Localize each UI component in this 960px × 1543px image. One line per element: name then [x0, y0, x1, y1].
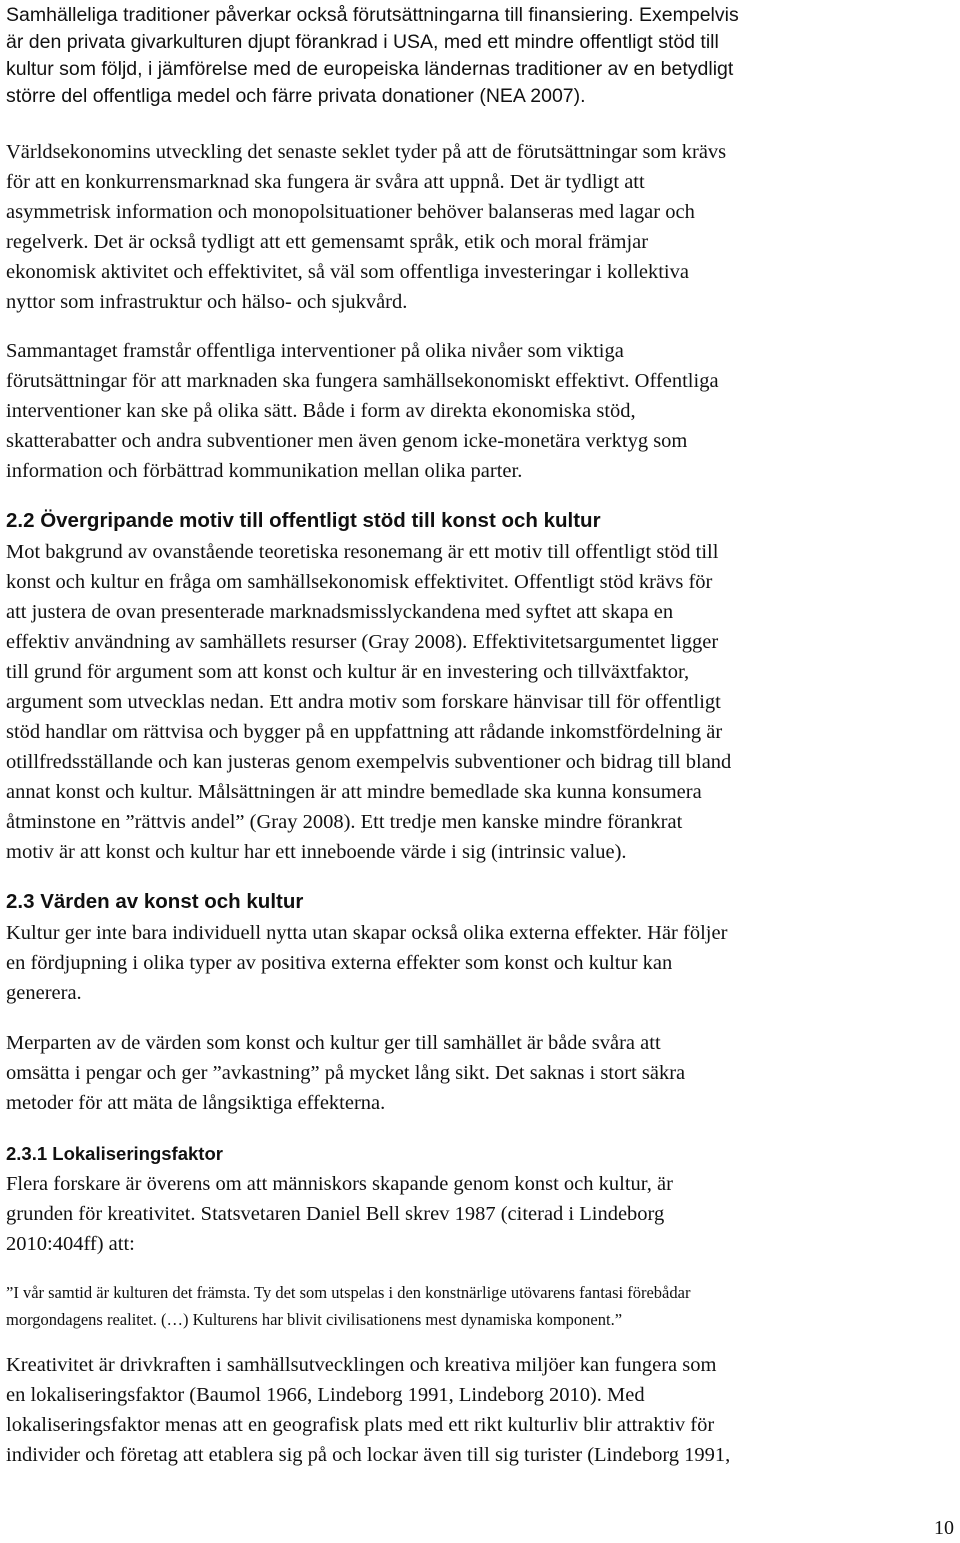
paragraph-externalities — [6, 918, 727, 1008]
text-line: en fördjupning i olika typer av positiva externa effekter som konst och kultur kan — [6, 952, 673, 974]
section-heading-2-3: 2.3 Värden av konst och kultur — [6, 890, 304, 913]
text-line: Mot bakgrund av ovanstående teoretiska resonemang är ett motiv till offentligt stöd till — [6, 541, 719, 563]
paragraph-localization-factor — [6, 1350, 730, 1470]
text-line: förutsättningar för att marknaden ska fungera samhällsekonomiskt effektivt. Offentliga — [6, 370, 719, 392]
text-line: att justera de ovan presenterade marknadsmisslyckandena med syftet att skapa en — [6, 601, 674, 623]
text-line: stöd handlar om rättvisa och bygger på en uppfattning att rådande inkomstfördelning är — [6, 721, 723, 743]
page-number: 10 — [934, 1517, 954, 1539]
paragraph-financing-traditions — [6, 2, 739, 110]
text-line: information och förbättrad kommunikation mellan olika parter. — [6, 460, 523, 482]
text-line: ”I vår samtid är kulturen det främsta. Ty det som utspelas i den konstnärlige utövarens fantasi förebådar — [6, 1283, 691, 1302]
paragraph-long-term-values — [6, 1028, 685, 1118]
text-line: Kultur ger inte bara individuell nytta utan skapar också olika externa effekter. Här följer — [6, 922, 728, 944]
text-line: nyttor som infrastruktur och hälso- och sjukvård. — [6, 291, 408, 313]
text-line: effektiv användning av samhällets resurser (Gray 2008). Effektivitetsargumentet ligger — [6, 631, 719, 653]
text-line: konst och kultur en fråga om samhällsekonomisk effektivitet. Offentligt stöd krävs för — [6, 571, 713, 593]
text-line: en lokaliseringsfaktor (Baumol 1966, Lindeborg 1991, Lindeborg 2010). Med — [6, 1384, 645, 1406]
text-line: morgondagens realitet. (…) Kulturens har blivit civilisationens mest dynamiska komponent.” — [6, 1310, 623, 1329]
text-line: regelverk. Det är också tydligt att ett gemensamt språk, etik och moral främjar — [6, 231, 649, 253]
text-line: kultur som följd, i jämförelse med de europeiska ländernas traditioner av en betydligt — [6, 58, 734, 80]
text-line: argument som utvecklas nedan. Ett andra motiv som forskare hänvisar till för offentligt — [6, 691, 721, 713]
text-line: asymmetrisk information och monopolsituationer behöver balanseras med lagar och — [6, 201, 695, 223]
text-line: skatterabatter och andra subventioner men även genom icke-monetära verktyg som — [6, 430, 688, 452]
text-line: åtminstone en ”rättvis andel” (Gray 2008). Ett tredje men kanske mindre förankrat — [6, 811, 683, 833]
text-line: interventioner kan ske på olika sätt. Både i form av direkta ekonomiska stöd, — [6, 400, 636, 422]
block-quote-bell — [6, 1279, 690, 1333]
paragraph-public-interventions — [6, 336, 719, 486]
paragraph-motives — [6, 537, 731, 867]
text-line: för att en konkurrensmarknad ska fungera är svåra att uppnå. Det är tydligt att — [6, 171, 645, 193]
text-line: grunden för kreativitet. Statsvetaren Daniel Bell skrev 1987 (citerad i Lindeborg — [6, 1203, 665, 1225]
text-line: generera. — [6, 982, 82, 1004]
text-line: till grund för argument som att konst och kultur är en investering och tillväxtfaktor, — [6, 661, 690, 683]
text-line: individer och företag att etablera sig på och lockar även till sig turister (Lindeborg 1991, — [6, 1444, 731, 1466]
text-line: ekonomisk aktivitet och effektivitet, så väl som offentliga investeringar i kollektiva — [6, 261, 689, 283]
text-line: otillfredsställande och kan justeras genom exempelvis subventioner och bidrag till bland — [6, 751, 732, 773]
section-heading-2-2: 2.2 Övergripande motiv till offentligt stöd till konst och kultur — [6, 509, 601, 532]
text-line: Flera forskare är överens om att människors skapande genom konst och kultur, är — [6, 1173, 673, 1195]
paragraph-creativity — [6, 1169, 673, 1259]
text-line: motiv är att konst och kultur har ett inneboende värde i sig (intrinsic value). — [6, 841, 627, 863]
text-line: Sammantaget framstår offentliga interventioner på olika nivåer som viktiga — [6, 340, 624, 362]
text-line: omsätta i pengar och ger ”avkastning” på mycket lång sikt. Det saknas i stort säkra — [6, 1062, 686, 1084]
text-line: Samhälleliga traditioner påverkar också förutsättningarna till finansiering. Exempelvis — [6, 4, 739, 26]
text-line: annat konst och kultur. Målsättningen är att mindre bemedlade ska kunna konsumera — [6, 781, 702, 803]
text-line: Merparten av de värden som konst och kultur ger till samhället är både svåra att — [6, 1032, 661, 1054]
text-line: Kreativitet är drivkraften i samhällsutvecklingen och kreativa miljöer kan fungera som — [6, 1354, 717, 1376]
text-line: är den privata givarkulturen djupt förankrad i USA, med ett mindre offentligt stöd till — [6, 31, 719, 53]
text-line: Världsekonomins utveckling det senaste seklet tyder på att de förutsättningar som krävs — [6, 141, 727, 163]
text-line: 2010:404ff) att: — [6, 1233, 135, 1255]
paragraph-world-economy — [6, 137, 726, 317]
text-line: större del offentliga medel och färre privata donationer (NEA 2007). — [6, 85, 586, 107]
section-heading-2-3-1: 2.3.1 Lokaliseringsfaktor — [6, 1143, 223, 1164]
text-line: lokaliseringsfaktor menas att en geografisk plats med ett rikt kulturliv blir attraktiv för — [6, 1414, 715, 1436]
text-line: metoder för att mäta de långsiktiga effekterna. — [6, 1092, 386, 1114]
